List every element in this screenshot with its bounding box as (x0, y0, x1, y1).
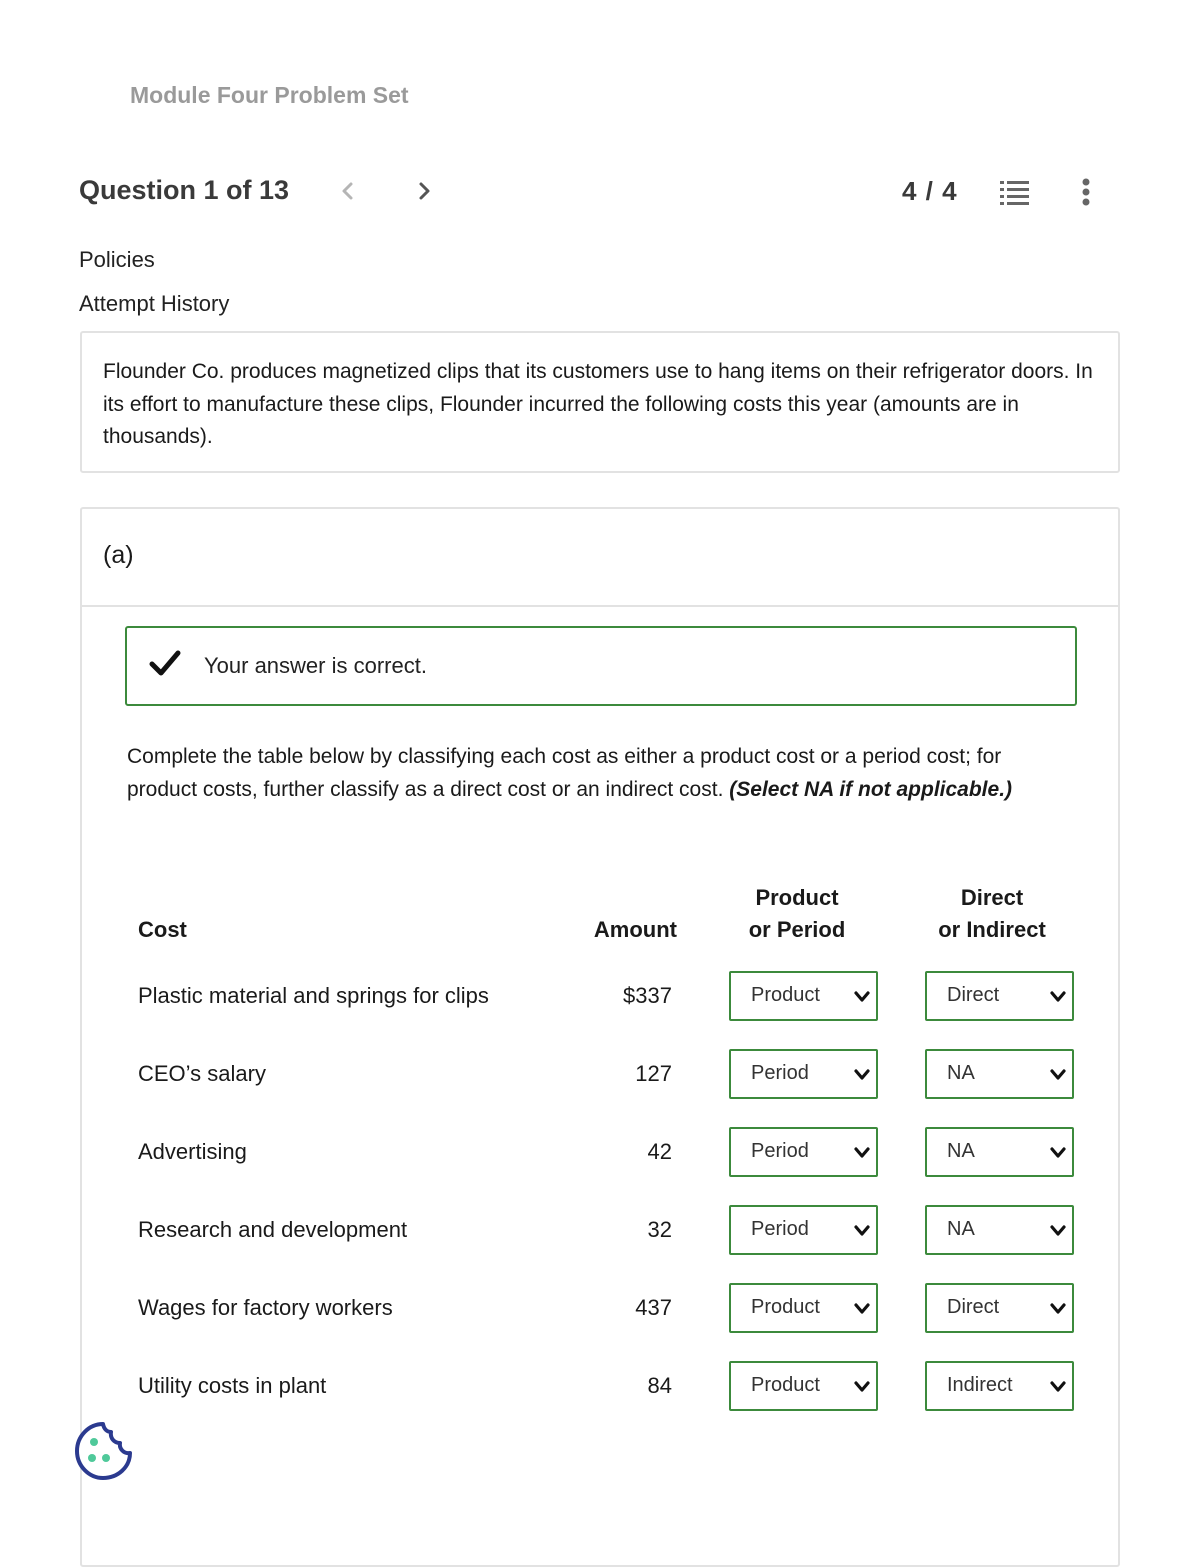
question-label: Question 1 of 13 (79, 175, 290, 205)
direct-or-indirect-value: Indirect (947, 1374, 1013, 1396)
feedback-text: Your answer is correct. (204, 653, 427, 678)
product-or-period-select[interactable] (729, 1127, 878, 1177)
header-product-or-period (722, 882, 872, 946)
direct-or-indirect-value: Direct (947, 984, 1000, 1006)
amount-cell: $337 (623, 983, 672, 1008)
chevron-down-icon (854, 1146, 870, 1160)
direct-or-indirect-value: NA (947, 1140, 975, 1162)
table-row (82, 1127, 1118, 1179)
direct-or-indirect-select[interactable] (925, 1049, 1074, 1099)
amount-cell: 437 (635, 1295, 672, 1320)
policies-link[interactable]: Policies (79, 247, 155, 272)
question-intro-text: Flounder Co. produces magnetized clips that its customers use to hang items on their refrigerator doors. In its effort to manufacture these clips, Flounder incurred the following costs this year (amounts are in thousands). (103, 360, 1093, 448)
score: 4 / 4 (902, 176, 958, 206)
checkmark-icon (149, 648, 181, 678)
header-direct-or-indirect (917, 882, 1067, 946)
previous-question-button[interactable] (335, 178, 361, 204)
chevron-left-icon (335, 178, 361, 204)
more-vertical-icon (1077, 176, 1095, 208)
feedback-box (125, 626, 1077, 706)
table-row (82, 1361, 1118, 1413)
table-row (82, 971, 1118, 1023)
direct-or-indirect-value: NA (947, 1218, 975, 1240)
header-amount: Amount (593, 917, 677, 942)
part-header (82, 509, 1118, 607)
direct-or-indirect-select[interactable] (925, 971, 1074, 1021)
header-direct-line2: or Indirect (938, 917, 1046, 942)
instruction-text (127, 741, 1067, 806)
cost-cell: Wages for factory workers (138, 1295, 393, 1320)
amount-cell: 32 (647, 1217, 672, 1242)
question-intro-box (80, 331, 1120, 473)
cookie-icon (72, 1420, 134, 1482)
product-or-period-value: Product (751, 1296, 820, 1318)
list-icon (999, 178, 1031, 206)
chevron-down-icon (854, 1380, 870, 1394)
instruction-main: Complete the table below by classifying each cost as either a product cost or a period cost; for product costs, further classify as a direct cost or an indirect cost. (127, 745, 1002, 801)
next-question-button[interactable] (411, 178, 437, 204)
table-row (82, 1283, 1118, 1335)
question-bar (79, 172, 1119, 212)
chevron-down-icon (1050, 1068, 1066, 1082)
module-title: Module Four Problem Set (130, 82, 409, 108)
product-or-period-value: Period (751, 1140, 809, 1162)
chevron-down-icon (1050, 1380, 1066, 1394)
chevron-down-icon (1050, 1302, 1066, 1316)
chevron-down-icon (1050, 990, 1066, 1004)
direct-or-indirect-select[interactable] (925, 1205, 1074, 1255)
product-or-period-select[interactable] (729, 971, 878, 1021)
direct-or-indirect-value: Direct (947, 1296, 1000, 1318)
question-list-button[interactable] (999, 178, 1031, 206)
amount-cell: 84 (647, 1373, 672, 1398)
attempt-history-link[interactable]: Attempt History (79, 291, 230, 316)
product-or-period-value: Period (751, 1218, 809, 1240)
direct-or-indirect-select[interactable] (925, 1361, 1074, 1411)
header-direct-line1: Direct (960, 885, 1024, 910)
amount-cell: 127 (635, 1061, 672, 1086)
product-or-period-select[interactable] (729, 1205, 878, 1255)
product-or-period-select[interactable] (729, 1361, 878, 1411)
chevron-down-icon (854, 1068, 870, 1082)
product-or-period-value: Period (751, 1062, 809, 1084)
header-product-line1: Product (755, 885, 839, 910)
table-row (82, 1049, 1118, 1101)
chevron-down-icon (1050, 1146, 1066, 1160)
table-row (82, 1205, 1118, 1257)
instruction-emphasis: (Select NA if not applicable.) (729, 777, 1013, 801)
chevron-down-icon (854, 990, 870, 1004)
direct-or-indirect-value: NA (947, 1062, 975, 1084)
direct-or-indirect-select[interactable] (925, 1127, 1074, 1177)
more-options-button[interactable] (1077, 176, 1095, 208)
product-or-period-value: Product (751, 1374, 820, 1396)
chevron-down-icon (1050, 1224, 1066, 1238)
amount-cell: 42 (647, 1139, 672, 1164)
cost-cell: CEO’s salary (138, 1061, 266, 1086)
product-or-period-select[interactable] (729, 1283, 878, 1333)
cost-cell: Research and development (138, 1217, 408, 1242)
cost-cell: Plastic material and springs for clips (138, 983, 489, 1008)
chevron-down-icon (854, 1224, 870, 1238)
header-product-line2: or Period (748, 917, 846, 942)
part-label: (a) (103, 541, 134, 569)
cookie-settings-button[interactable] (72, 1420, 134, 1482)
header-cost: Cost (138, 917, 187, 942)
cost-cell: Advertising (138, 1139, 247, 1164)
cost-cell: Utility costs in plant (138, 1373, 327, 1398)
product-or-period-value: Product (751, 984, 820, 1006)
chevron-right-icon (411, 178, 437, 204)
part-a-box (80, 507, 1120, 1567)
chevron-down-icon (854, 1302, 870, 1316)
product-or-period-select[interactable] (729, 1049, 878, 1099)
direct-or-indirect-select[interactable] (925, 1283, 1074, 1333)
